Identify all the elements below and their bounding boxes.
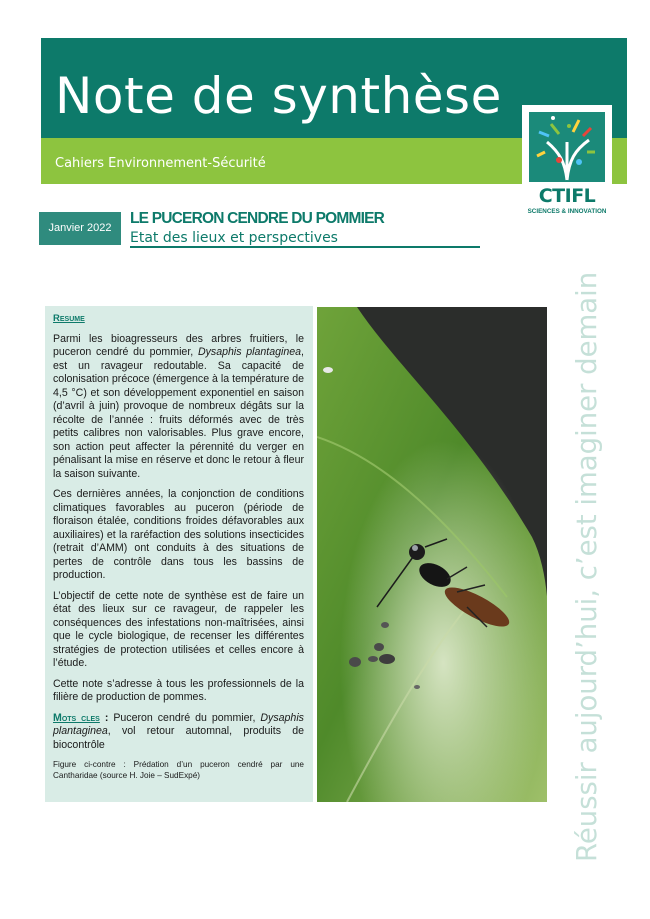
species-name: Dysaphis plantaginea (53, 711, 304, 737)
figure-caption: Figure ci-contre : Prédation d’un puceron cendré par une Cantharidae (source H. Joie – SudExpé) (53, 760, 304, 780)
summary-paragraph: Ces dernières années, la conjonction de conditions climatiques favorables au puceron (période de floraison étalée, conditions froides défavorables aux auxiliaires) et la raréfaction des solutions insecticides (retrait d’AMM) ont conduits à des situations de pertes de contrôle dans tous les bassins de production. (53, 488, 304, 581)
figure-photo (317, 307, 547, 802)
keywords-text: Puceron cendré du pommier, (113, 711, 261, 724)
keywords-text: , vol retour automnal, produits de biocontrôle (53, 725, 304, 751)
series-name: Cahiers Environnement-Sécurité (55, 156, 266, 171)
page-title: Note de synthèse (55, 67, 502, 125)
logo-tagline: SCIENCES & INNOVATION (527, 208, 607, 215)
keywords-label: Mots cles (53, 711, 100, 724)
summary-paragraph (53, 333, 304, 482)
species-name: Dysaphis plantaginea (197, 346, 302, 358)
keywords-separator: : (99, 711, 114, 724)
paragraph-text: Parmi les bioagresseurs des arbres fruitiers, le puceron cendré du pommier, (53, 332, 304, 358)
paragraph-text: , est un ravageur redoutable. Sa capacité de colonisation précoce (émergence à la température de 4,5 °C) et son développement exponentiel en saison (d’avril à juin) provoque de nombreux dégâts sur la récolte de l’année : fruits déformés avec de très petits calibres non valorisables. Plus grave encore, son action peut affecter la pérennité du verger en pénalisant la mise en réserve et donc le retour à fleur la saison suivante. (53, 346, 304, 480)
slogan: Réussir aujourd’hui, c’est imaginer demain (571, 271, 603, 862)
document-subtitle: Etat des lieux et perspectives (130, 230, 338, 246)
document-title: LE PUCERON CENDRE DU POMMIER (130, 210, 385, 227)
logo-emblem (529, 112, 605, 182)
summary-paragraph: Cette note s’adresse à tous les professionnels de la filière de production de pommes. (53, 677, 304, 703)
title-divider (130, 246, 480, 248)
keywords (53, 712, 304, 753)
date-badge: Janvier 2022 (39, 212, 121, 245)
logo-name: CTIFL (538, 185, 596, 207)
ctifl-logo (522, 105, 612, 221)
summary-box (45, 306, 313, 802)
summary-paragraph: L’objectif de cette note de synthèse est de faire un état des lieux sur ce ravageur, de rappeler les conséquences des infestations non-maîtrisées, ainsi que le cycle biologique, de recenser les différentes stratégies de protection utilisées et celles encore à l’étude. (53, 589, 304, 669)
summary-heading: Resume (53, 313, 85, 324)
